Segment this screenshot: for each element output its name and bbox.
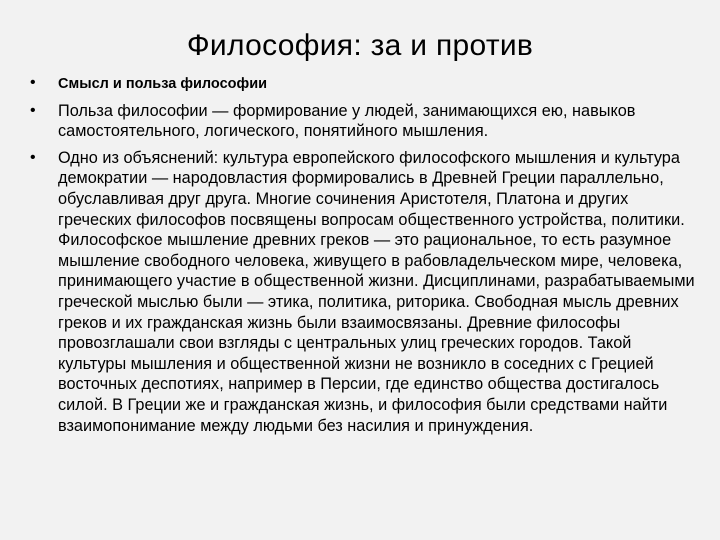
bullet-dot-icon: • <box>30 74 36 91</box>
bullet-text: Польза философии — формирование у людей, занимающихся ею, навыков самостоятельного, логического, понятийного мышления. <box>58 101 636 141</box>
bullet-item <box>30 101 702 142</box>
bullet-text: Одно из объяснений: культура европейского философского мышления и культура демократии — народовластия формировались в Древней Греции параллельно, обуславливая друг друга. Многие сочинения Аристотеля, Платона и других греческих философов посвящены вопросам общественного устройства, политики. Философское мышление древних греков — это рациональное, то есть разумное мышление свободного человека, живущего в рабовладельческом мире, человека, принимающего участие в общественной жизни. Дисциплинами, разрабатываемыми греческой мыслью были — этика, политика, риторика. Свободная мысль древних греков и их гражданская жизнь были взаимосвязаны. Древние философы провозглашали свои взгляды с центральных улиц греческих городов. Такой культуры мышления и общественной жизни не возникло в соседних с Грецией восточных деспотиях, например в Персии, где единство общества достигалось силой. В Греции же и гражданская жизнь, и философия были средствами найти взаимопонимание между людьми без насилия и принуждения. <box>58 148 695 435</box>
slide-title: Философия: за и против <box>186 29 534 62</box>
bullet-dot-icon: • <box>30 148 36 166</box>
bullet-list <box>30 73 702 442</box>
bullet-item <box>30 73 702 95</box>
bullet-item <box>30 148 702 436</box>
bullet-text: Смысл и польза философии <box>58 76 268 92</box>
bullet-dot-icon: • <box>30 101 36 119</box>
